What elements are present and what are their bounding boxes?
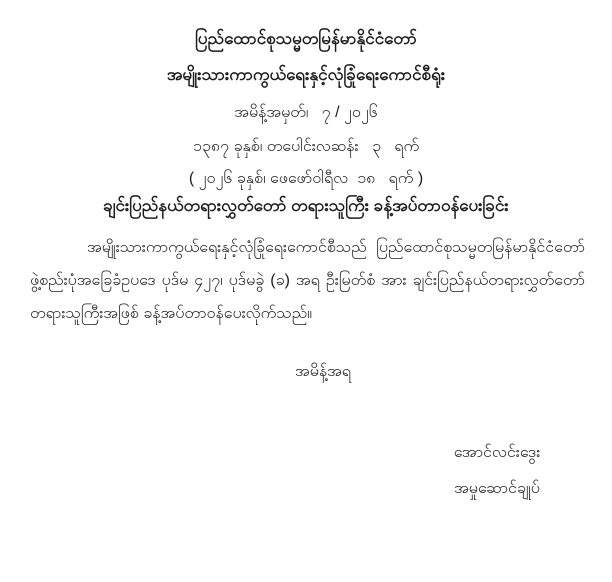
- myanmar-calendar-date-line: ၁၃၈၇ ခုနှစ်၊ တပေါင်းလဆန်း ၃ ရက်: [192, 138, 420, 155]
- signatory-name: အောင်လင်းဒွေး: [453, 444, 541, 461]
- subject-line: ချင်းပြည်နယ်တရားလွှတ်တော် တရားသူကြီး ခန့်အပ်တာဝန်ပေးခြင်း: [103, 196, 509, 215]
- by-order-label: အမိန့်အရ: [295, 363, 351, 380]
- office-title: အမျိုးသားကာကွယ်ရေးနှင့်လုံခြုံရေးကောင်စီရုံး: [166, 65, 446, 84]
- signatory-title: အမှုဆောင်ချုပ်: [454, 480, 540, 497]
- signature-block: [397, 441, 597, 501]
- order-number-line: အမိန့်အမှတ်၊ ၇ / ၂၀၂၆: [234, 104, 378, 121]
- country-title: ပြည်ထောင်စုသမ္မတမြန်မာနိုင်ငံတော်: [195, 29, 417, 48]
- gregorian-date-line: ( ၂၀၂၆ ခုနှစ်၊ ဖေဖော်ဝါရီလ ၁၈ ရက် ): [188, 170, 424, 187]
- body-paragraph: အမျိုးသားကာကွယ်ရေးနှင့်လုံခြုံရေးကောင်စီသည် ပြည်ထောင်စုသမ္မတမြန်မာနိုင်ငံတော် ဖွဲ့စည်းပုံအခြေခံဥပဒေ ပုဒ်မ ၄၂၇၊ ပုဒ်မခွဲ (ခ) အရ ဦးမြတ်စံ အား ချင်းပြည်နယ်တရားလွှတ်တော် တရားသူကြီးအဖြစ် ခန့်အပ်တာဝန်ပေးလိုက်သည်။: [30, 239, 585, 322]
